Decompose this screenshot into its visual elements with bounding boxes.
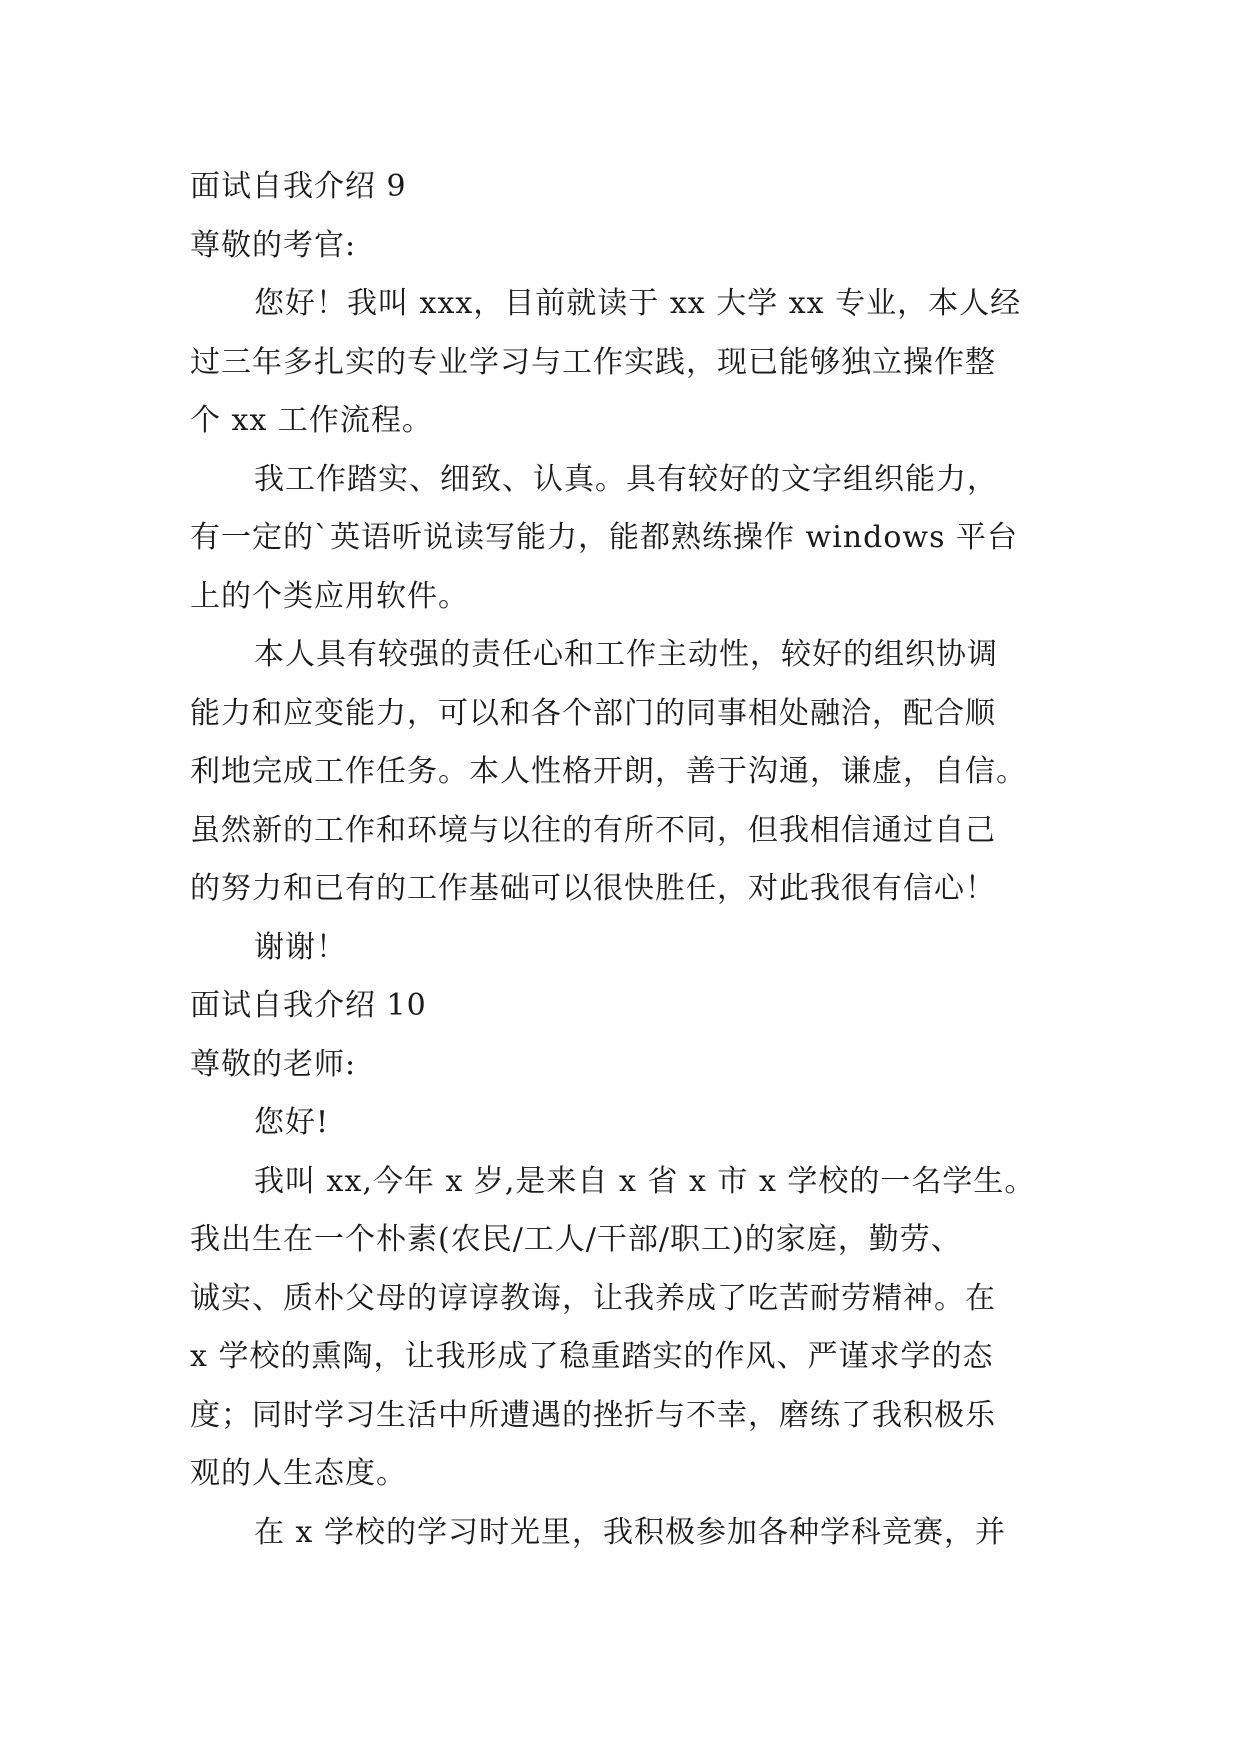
- text-line: 尊敬的考官:: [190, 227, 357, 263]
- text-line: x 学校的熏陶，让我形成了稳重踏实的作风、严谨求学的态: [190, 1339, 994, 1374]
- text-line: 您好！我叫 xxx，目前就读于 xx 大学 xx 专业，本人经: [254, 286, 1022, 321]
- text-line: 观的人生态度。: [190, 1456, 407, 1491]
- text-line: 我叫 xx,今年 x 岁,是来自 x 省 x 市 x 学校的一名学生。: [254, 1163, 1036, 1199]
- document-body: [190, 158, 1070, 1562]
- text-line: 利地完成工作任务。本人性格开朗，善于沟通，谦虚，自信。: [190, 754, 1027, 789]
- text-line: 有一定的`英语听说读写能力，能都熟练操作 windows 平台: [190, 520, 1019, 555]
- text-line: 虽然新的工作和环境与以往的有所不同，但我相信通过自己: [190, 812, 996, 848]
- text-line: 诚实、质朴父母的谆谆教诲，让我养成了吃苦耐劳精神。在: [190, 1280, 996, 1316]
- text-line: 您好!: [254, 1105, 330, 1140]
- text-line: 度；同时学习生活中所遭遇的挫折与不幸，磨练了我积极乐: [190, 1397, 996, 1433]
- text-line: 上的个类应用软件。: [190, 578, 469, 614]
- text-line: 尊敬的老师:: [190, 1046, 357, 1082]
- text-line: 本人具有较强的责任心和工作主动性，较好的组织协调: [254, 637, 998, 672]
- text-line: 过三年多扎实的专业学习与工作实践，现已能够独立操作整: [190, 344, 996, 380]
- text-line: 面试自我介绍 9: [190, 169, 407, 204]
- text-line: 我工作踏实、细致、认真。具有较好的文字组织能力，: [254, 461, 998, 497]
- text-line: 的努力和已有的工作基础可以很快胜任，对此我很有信心！: [190, 871, 996, 906]
- text-line: 我出生在一个朴素(农民/工人/干部/职工)的家庭，勤劳、: [190, 1222, 962, 1257]
- text-line: 面试自我介绍 10: [190, 988, 427, 1023]
- text-line: 个 xx 工作流程。: [190, 403, 433, 438]
- text-line: 谢谢！: [254, 929, 347, 965]
- text-line: 能力和应变能力，可以和各个部门的同事相处融洽，配合顺: [190, 695, 996, 731]
- text-line: 在 x 学校的学习时光里，我积极参加各种学科竞赛，并: [254, 1514, 1006, 1550]
